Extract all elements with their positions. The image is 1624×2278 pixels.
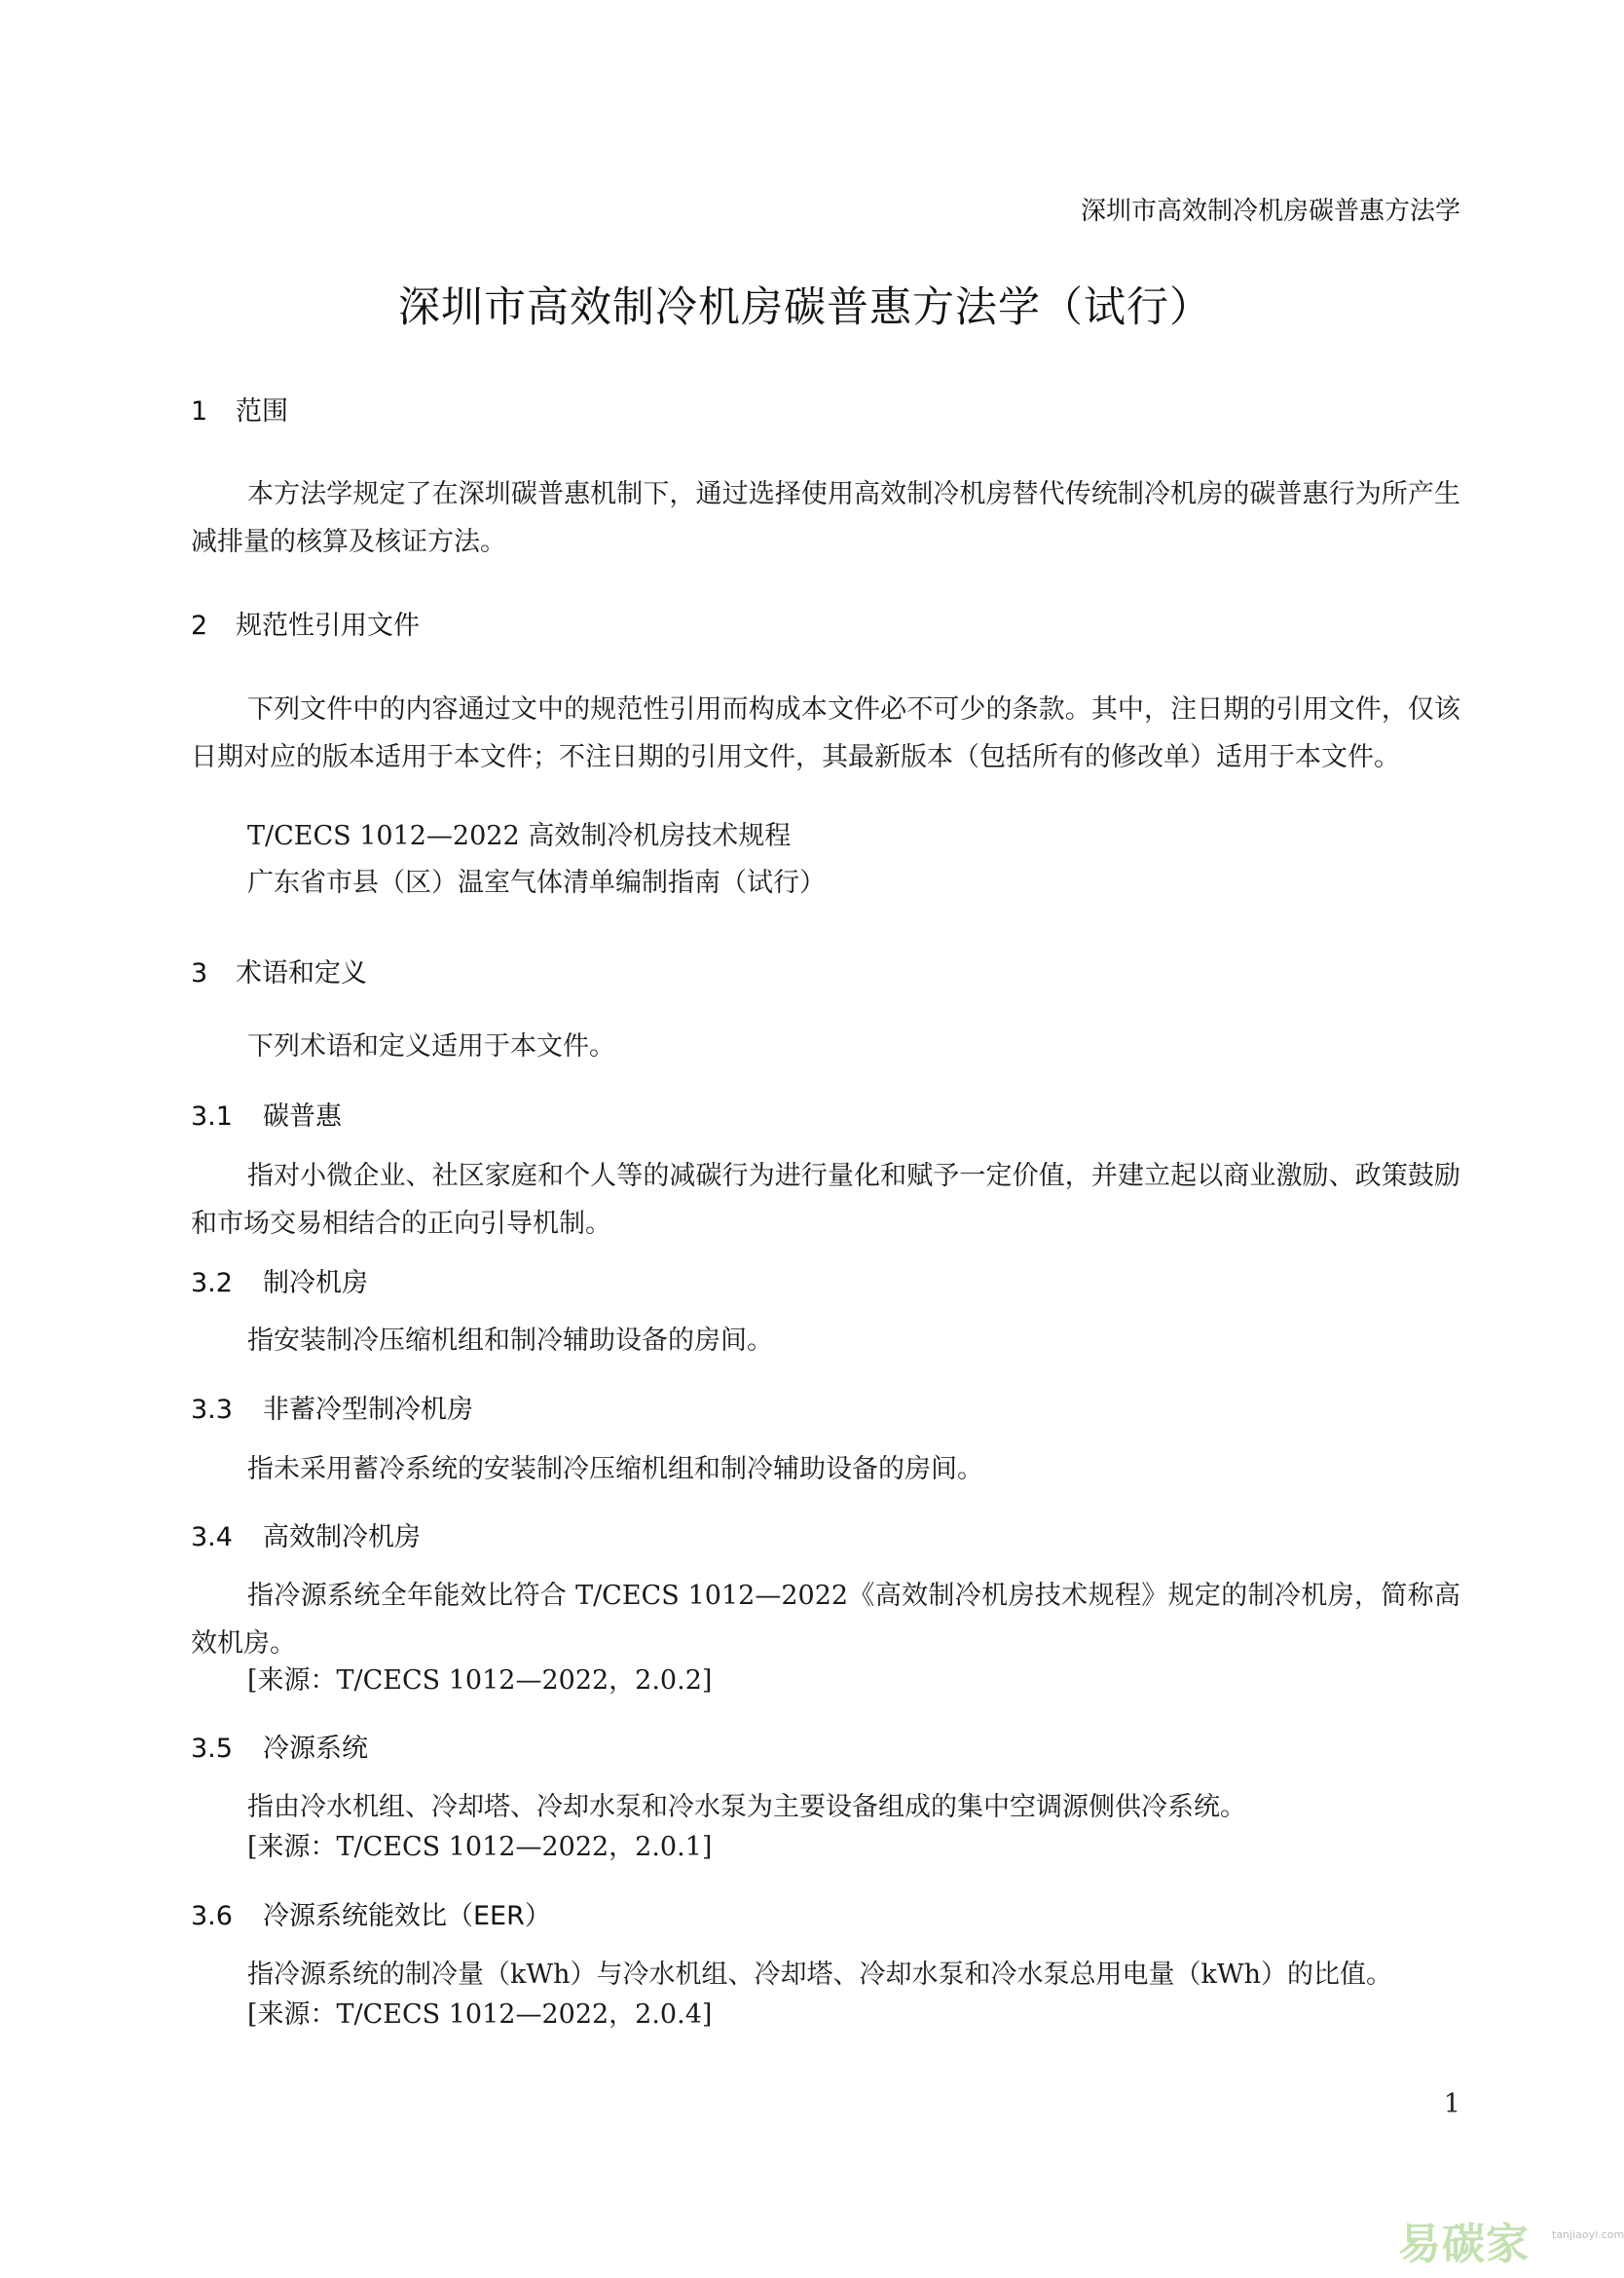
section-title: 范围 xyxy=(236,396,288,427)
section-number: 2 xyxy=(191,611,208,641)
term-name: 高效制冷机房 xyxy=(263,1522,421,1552)
section-2-heading xyxy=(191,604,420,642)
section-1-paragraph: 本方法学规定了在深圳碳普惠机制下，通过选择使用高效制冷机房替代传统制冷机房的碳普惠行为所产生减排量的核算及核证方法。 xyxy=(191,479,1460,557)
reference-item: 广东省市县（区）温室气体清单编制指南（试行） xyxy=(247,868,826,898)
term-number: 3.1 xyxy=(191,1102,233,1132)
term-definition: 指对小微企业、社区家庭和个人等的减碳行为进行量化和赋予一定价值，并建立起以商业激励、政策鼓励和市场交易相结合的正向引导机制。 xyxy=(191,1161,1460,1239)
term-number: 3.4 xyxy=(191,1522,233,1552)
term-heading xyxy=(191,1515,421,1553)
term-definition: 指由冷水机组、冷却塔、冷却水泵和冷水泵为主要设备组成的集中空调源侧供冷系统。 xyxy=(247,1792,1246,1822)
term-source: [来源：T/CECS 1012—2022，2.0.2] xyxy=(247,1665,713,1696)
term-definition: 指安装制冷压缩机组和制冷辅助设备的房间。 xyxy=(247,1326,773,1356)
section-2-paragraph: 下列文件中的内容通过文中的规范性引用而构成本文件必不可少的条款。其中，注日期的引用文件，仅该日期对应的版本适用于本文件；不注日期的引用文件，其最新版本（包括所有的修改单）适用于本文件。 xyxy=(191,694,1460,772)
term-name: 冷源系统能效比（EER） xyxy=(263,1901,551,1931)
term-number: 3.2 xyxy=(191,1268,233,1298)
reference-item: T/CECS 1012—2022 高效制冷机房技术规程 xyxy=(247,821,792,851)
section-title: 规范性引用文件 xyxy=(236,611,420,641)
term-number: 3.5 xyxy=(191,1734,233,1764)
term-number: 3.3 xyxy=(191,1395,233,1425)
term-heading xyxy=(191,1894,551,1932)
term-source: [来源：T/CECS 1012—2022，2.0.4] xyxy=(247,1999,713,2030)
watermark-text: 易碳家 xyxy=(1398,2220,1530,2269)
term-source: [来源：T/CECS 1012—2022，2.0.1] xyxy=(247,1832,713,1862)
term-definition: 指冷源系统全年能效比符合 T/CECS 1012—2022《高效制冷机房技术规程》规定的制冷机房，简称高效机房。 xyxy=(191,1581,1460,1659)
section-1-heading xyxy=(191,390,288,428)
running-header: 深圳市高效制冷机房碳普惠方法学 xyxy=(1080,197,1460,226)
section-title: 术语和定义 xyxy=(236,958,367,989)
term-name: 碳普惠 xyxy=(263,1102,342,1132)
page-number: 1 xyxy=(1443,2089,1460,2119)
term-name: 冷源系统 xyxy=(263,1734,368,1764)
term-heading xyxy=(191,1727,368,1765)
section-3-heading xyxy=(191,952,367,990)
document-title: 深圳市高效制冷机房碳普惠方法学（试行） xyxy=(398,283,1212,332)
term-heading xyxy=(191,1388,473,1426)
watermark-url: tanjiaoyi.com xyxy=(1552,2228,1624,2241)
section-3-intro: 下列术语和定义适用于本文件。 xyxy=(247,1031,615,1062)
term-number: 3.6 xyxy=(191,1901,233,1931)
term-definition: 指冷源系统的制冷量（kWh）与冷水机组、冷却塔、冷却水泵和冷水泵总用电量（kWh）的比值。 xyxy=(247,1960,1393,1990)
term-heading xyxy=(191,1261,368,1299)
section-number: 3 xyxy=(191,958,208,989)
term-heading xyxy=(191,1095,342,1133)
term-name: 非蓄冷型制冷机房 xyxy=(263,1395,473,1425)
term-name: 制冷机房 xyxy=(263,1268,368,1298)
term-definition: 指未采用蓄冷系统的安装制冷压缩机组和制冷辅助设备的房间。 xyxy=(247,1454,983,1484)
section-number: 1 xyxy=(191,396,208,427)
watermark-logo xyxy=(1398,2209,1624,2269)
